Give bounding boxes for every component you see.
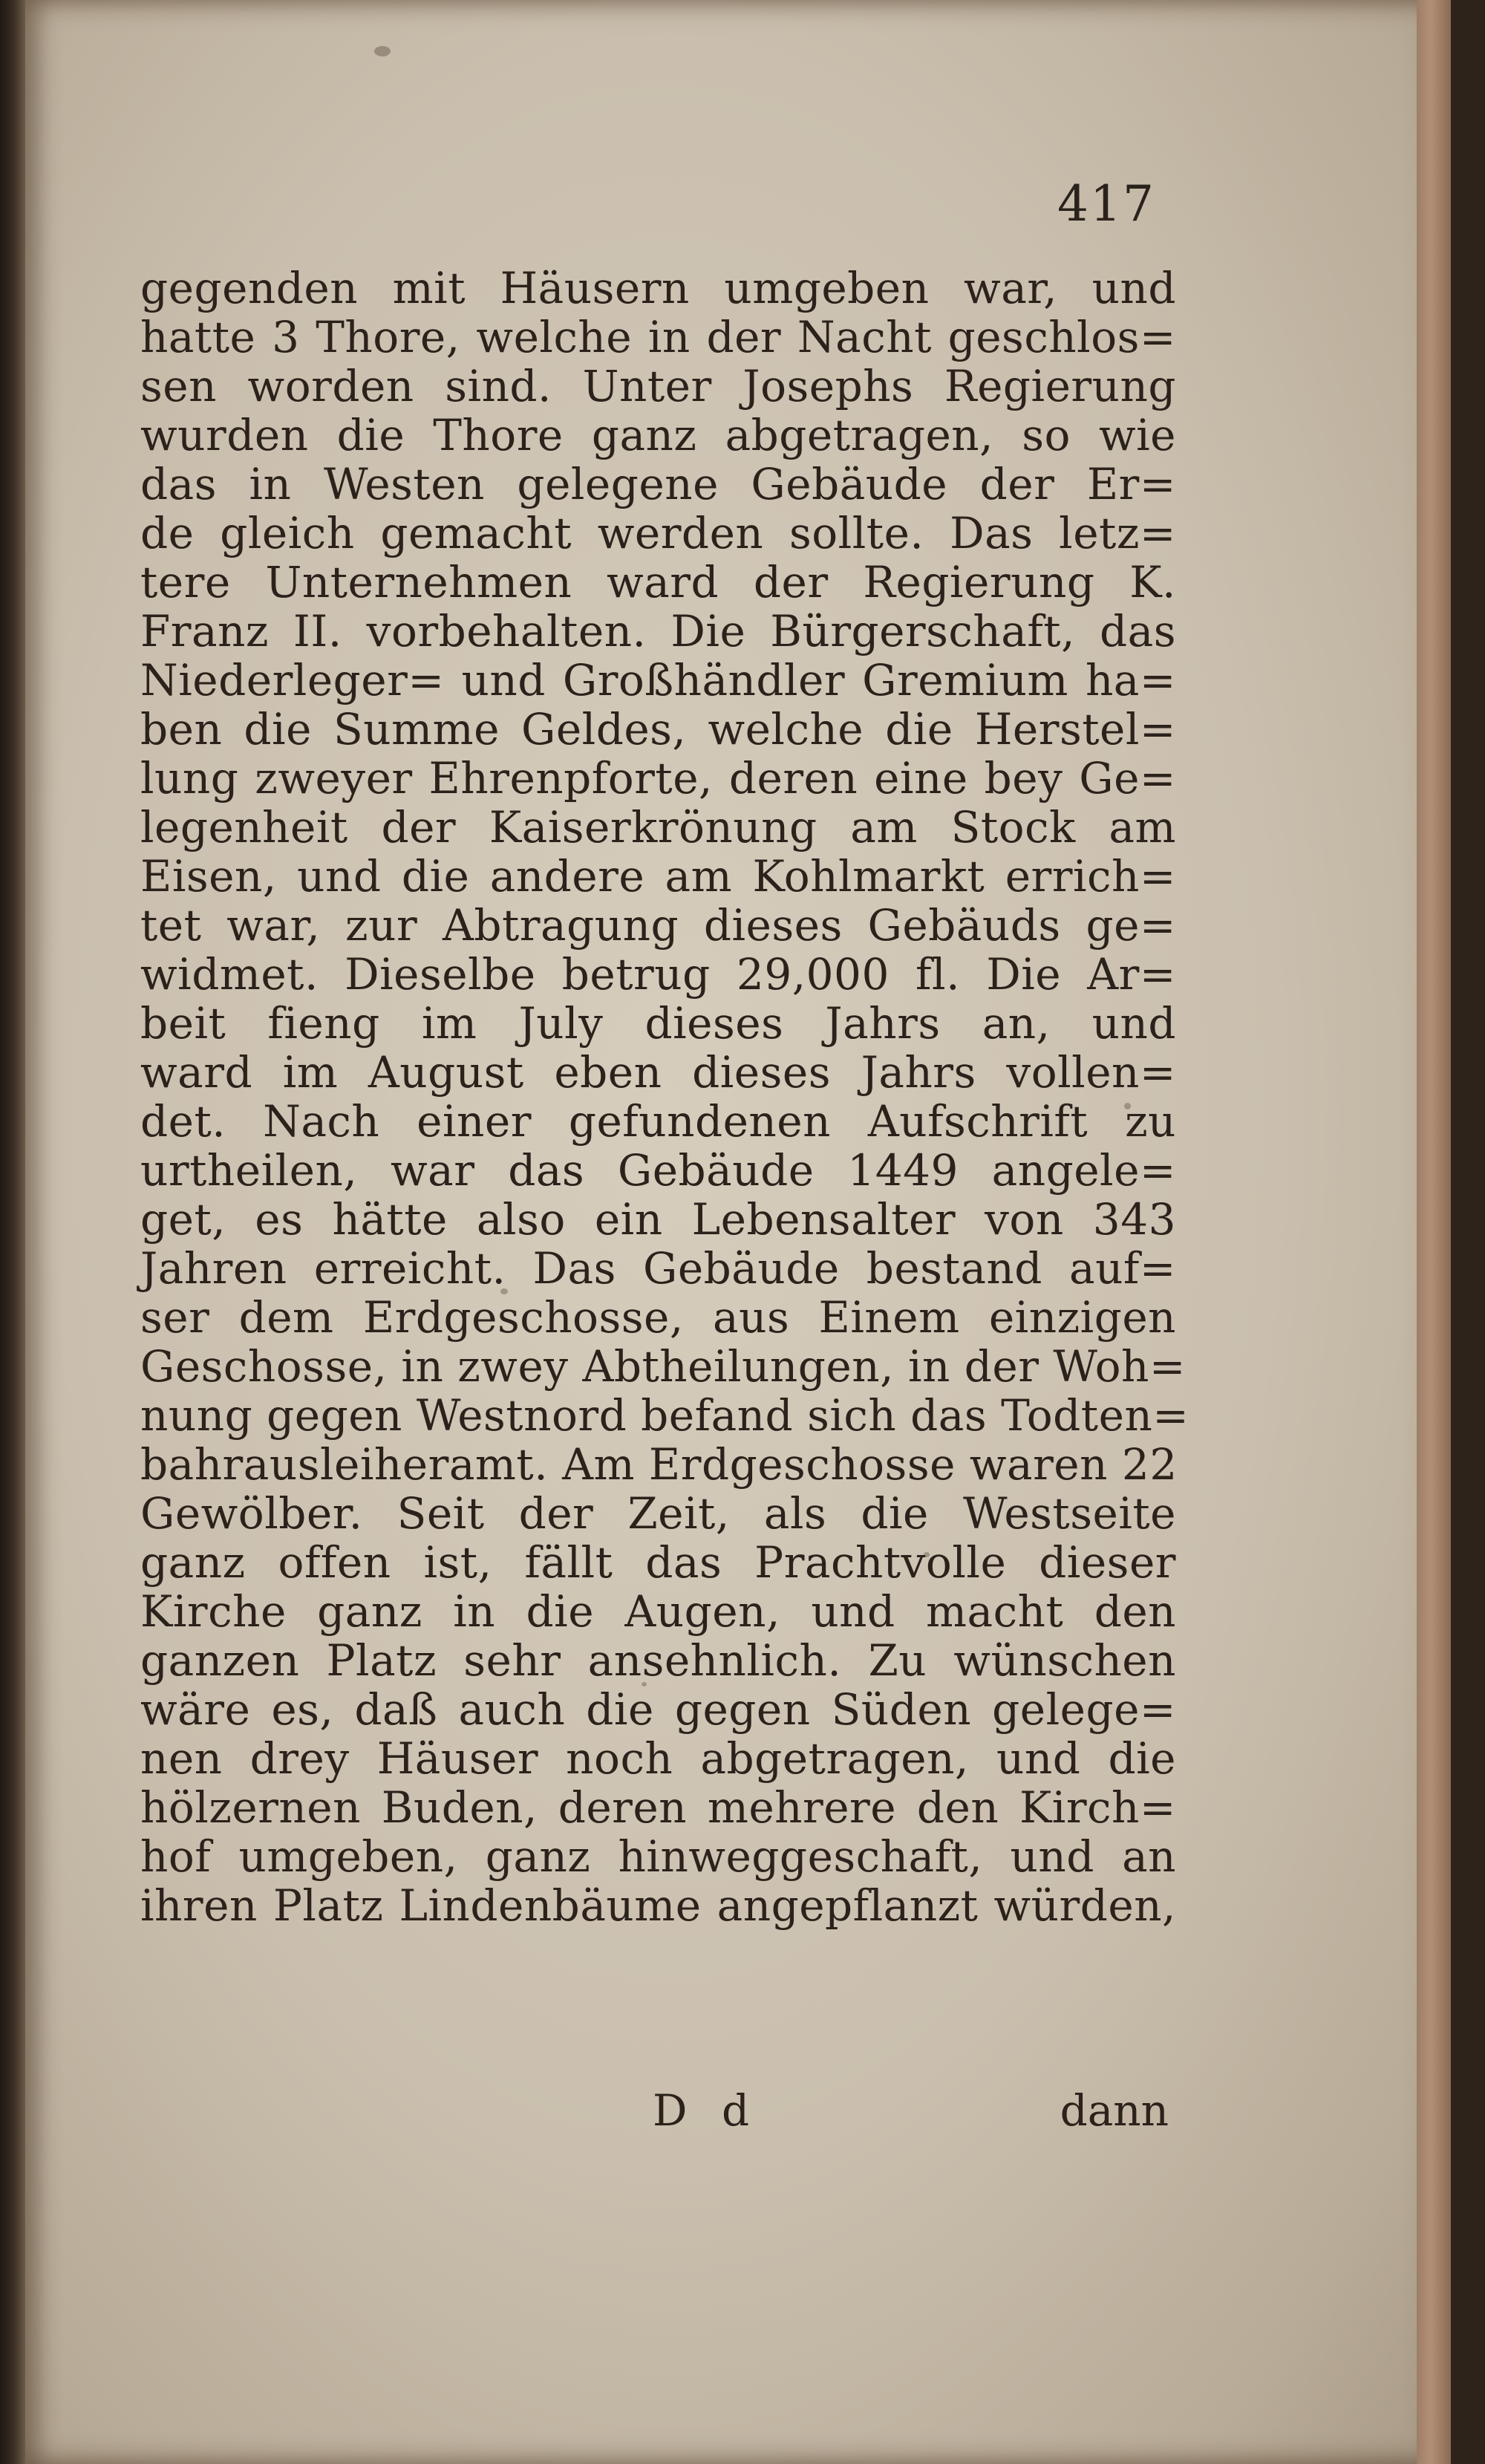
text-line: tere Unternehmen ward der Regierung K. (140, 557, 1176, 607)
text-line: tet war, zur Abtragung dieses Gebäuds ge= (140, 900, 1176, 951)
text-line: nen drey Häuser noch abgetragen, und die (140, 1733, 1176, 1784)
text-line: get, es hätte also ein Lebensalter von 343 (140, 1194, 1176, 1245)
text-line: Jahren erreicht. Das Gebäude bestand auf= (140, 1243, 1176, 1294)
text-line: wurden die Thore ganz abgetragen, so wie (140, 410, 1176, 460)
text-line: Kirche ganz in die Augen, und macht den (140, 1586, 1176, 1637)
text-line: sen worden sind. Unter Josephs Regierung (140, 361, 1176, 411)
text-line: beit fieng im July dieses Jahrs an, und (140, 998, 1176, 1049)
paper-speck (374, 46, 391, 56)
text-line: ganzen Platz sehr ansehnlich. Zu wünschen (140, 1635, 1176, 1686)
text-line: hatte 3 Thore, welche in der Nacht geschlos= (140, 312, 1176, 362)
text-line: urtheilen, war das Gebäude 1449 angele= (140, 1145, 1176, 1196)
text-line: Franz II. vorbehalten. Die Bürgerschaft, das (140, 606, 1176, 656)
page-header (25, 175, 1451, 242)
text-line: Geschosse, in zwey Abtheilungen, in der Woh= (140, 1341, 1186, 1392)
page-number: 417 (1057, 175, 1155, 232)
text-line: bahrausleiheramt. Am Erdgeschosse waren 22 (140, 1439, 1178, 1490)
text-line: wäre es, daß auch die gegen Süden gelege= (140, 1684, 1176, 1735)
binding-edge (0, 0, 25, 2464)
text-line: nung gegen Westnord befand sich das Todten= (140, 1390, 1189, 1441)
text-line: Niederleger= und Großhändler Gremium ha= (140, 655, 1176, 705)
text-line: legenheit der Kaiserkrönung am Stock am (140, 802, 1176, 853)
text-line: widmet. Dieselbe betrug 29,000 fl. Die Ar= (140, 949, 1176, 1000)
text-line: das in Westen gelegene Gebäude der Er= (140, 459, 1176, 509)
text-line: Gewölber. Seit der Zeit, als die Westseite (140, 1488, 1176, 1539)
body-text (140, 263, 1189, 1931)
text-line: lung zweyer Ehrenpforte, deren eine bey Ge= (140, 753, 1176, 804)
text-line: gegenden mit Häusern umgeben war, und (140, 263, 1176, 313)
text-line: hof umgeben, ganz hinweggeschaft, und an (140, 1831, 1176, 1882)
text-line: ganz offen ist, fällt das Prachtvolle dieser (140, 1537, 1176, 1588)
text-line: ward im August eben dieses Jahrs vollen= (140, 1047, 1176, 1098)
text-line: ben die Summe Geldes, welche die Herstel= (140, 704, 1176, 754)
text-line: ihren Platz Lindenbäume angepflanzt würden, (140, 1880, 1176, 1931)
text-line: ser dem Erdgeschosse, aus Einem einzigen (140, 1292, 1176, 1343)
text-line: Eisen, und die andere am Kohlmarkt errich= (140, 851, 1176, 902)
text-line: det. Nach einer gefundenen Aufschrift zu (140, 1096, 1176, 1147)
text-line: hölzernen Buden, deren mehrere den Kirch= (140, 1782, 1176, 1833)
paper-page (25, 0, 1451, 2464)
signature-mark: D d (653, 2085, 760, 2136)
catchword: dann (1060, 2085, 1169, 2136)
fore-edge (1417, 0, 1451, 2464)
page-footer (140, 2085, 1176, 2145)
text-line: de gleich gemacht werden sollte. Das letz= (140, 508, 1176, 558)
